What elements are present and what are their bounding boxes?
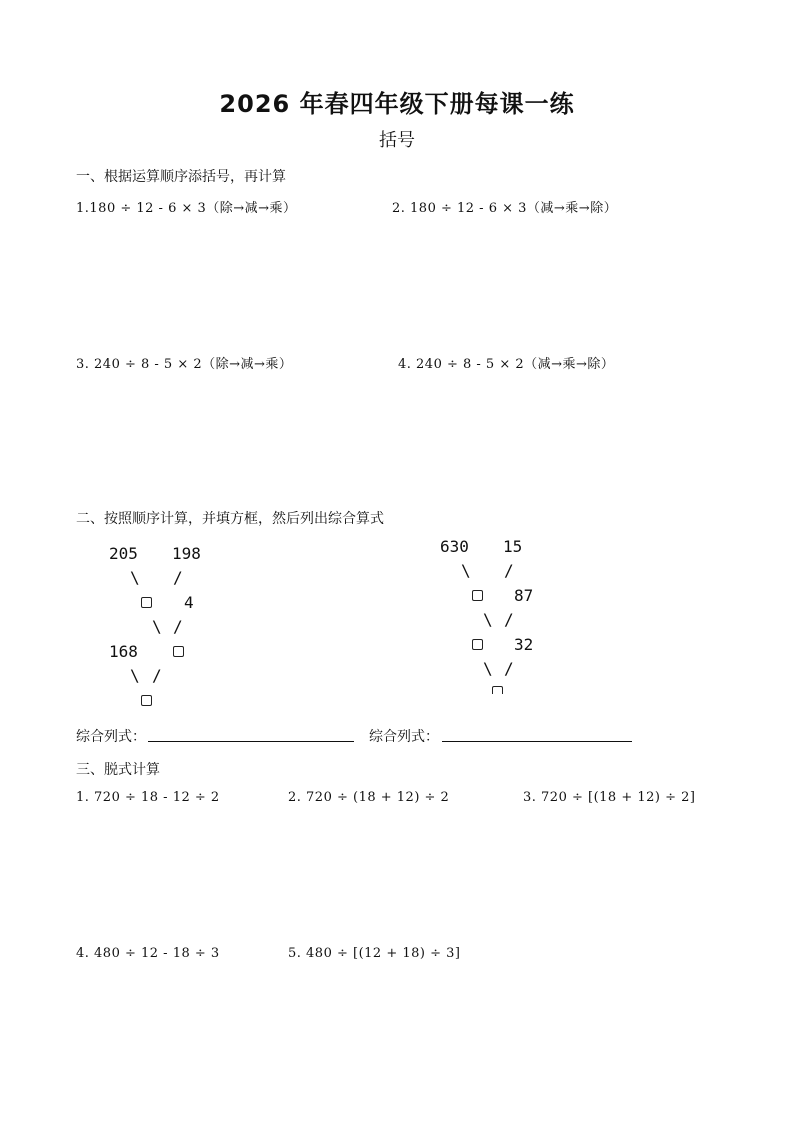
answer-box[interactable] xyxy=(141,695,152,706)
tree-number: 205 xyxy=(109,544,138,563)
answer-box[interactable] xyxy=(472,639,483,650)
tree-number: 630 xyxy=(440,537,469,556)
tree-branch-left: \ xyxy=(130,568,140,587)
question-3-4: 4. 480 ÷ 12 - 18 ÷ 3 xyxy=(76,946,220,961)
answer-box[interactable] xyxy=(141,597,152,608)
tree-branch-right: / xyxy=(504,659,514,678)
answer-box[interactable] xyxy=(472,590,483,601)
tree-branch-right: / xyxy=(504,561,514,580)
tree-branch-left: \ xyxy=(152,617,162,636)
answer-box[interactable] xyxy=(492,686,503,694)
formula-answer-line-left[interactable] xyxy=(148,741,354,742)
page-title: 2026 年春四年级下册每课一练 xyxy=(219,90,575,118)
tree-branch-right: / xyxy=(152,666,162,685)
formula-label-right: 综合列式： xyxy=(369,729,439,745)
tree-number: 15 xyxy=(503,537,523,556)
question-3-3: 3. 720 ÷ [(18 + 12) ÷ 2] xyxy=(523,790,696,805)
formula-label-left: 综合列式： xyxy=(76,729,146,745)
question-1-3: 3. 240 ÷ 8 - 5 × 2（除→减→乘） xyxy=(76,357,293,372)
question-1-4: 4. 240 ÷ 8 - 5 × 2（减→乘→除） xyxy=(398,357,615,372)
answer-box[interactable] xyxy=(173,646,184,657)
tree-number: 168 xyxy=(109,642,138,661)
tree-number: 4 xyxy=(184,593,194,612)
question-3-2: 2. 720 ÷ (18 + 12) ÷ 2 xyxy=(288,790,450,805)
question-1-1: 1.180 ÷ 12 - 6 × 3（除→减→乘） xyxy=(76,201,297,216)
tree-branch-right: / xyxy=(504,610,514,629)
section-heading-3: 三、脱式计算 xyxy=(76,762,160,778)
answer-box-clipped xyxy=(492,686,504,694)
tree-branch-right: / xyxy=(173,617,183,636)
page-subtitle: 括号 xyxy=(379,130,415,151)
question-3-1: 1. 720 ÷ 18 - 12 ÷ 2 xyxy=(76,790,220,805)
tree-number: 32 xyxy=(514,635,534,654)
tree-branch-right: / xyxy=(173,568,183,587)
tree-branch-left: \ xyxy=(483,610,493,629)
formula-answer-line-right[interactable] xyxy=(442,741,632,742)
tree-branch-left: \ xyxy=(130,666,140,685)
tree-branch-left: \ xyxy=(461,561,471,580)
tree-number: 198 xyxy=(172,544,201,563)
tree-number: 87 xyxy=(514,586,534,605)
section-heading-2: 二、按照顺序计算，并填方框，然后列出综合算式 xyxy=(76,511,384,527)
question-1-2: 2. 180 ÷ 12 - 6 × 3（减→乘→除） xyxy=(392,201,618,216)
question-3-5: 5. 480 ÷ [(12 + 18) ÷ 3] xyxy=(288,946,461,961)
section-heading-1: 一、根据运算顺序添括号，再计算 xyxy=(76,169,286,185)
tree-branch-left: \ xyxy=(483,659,493,678)
